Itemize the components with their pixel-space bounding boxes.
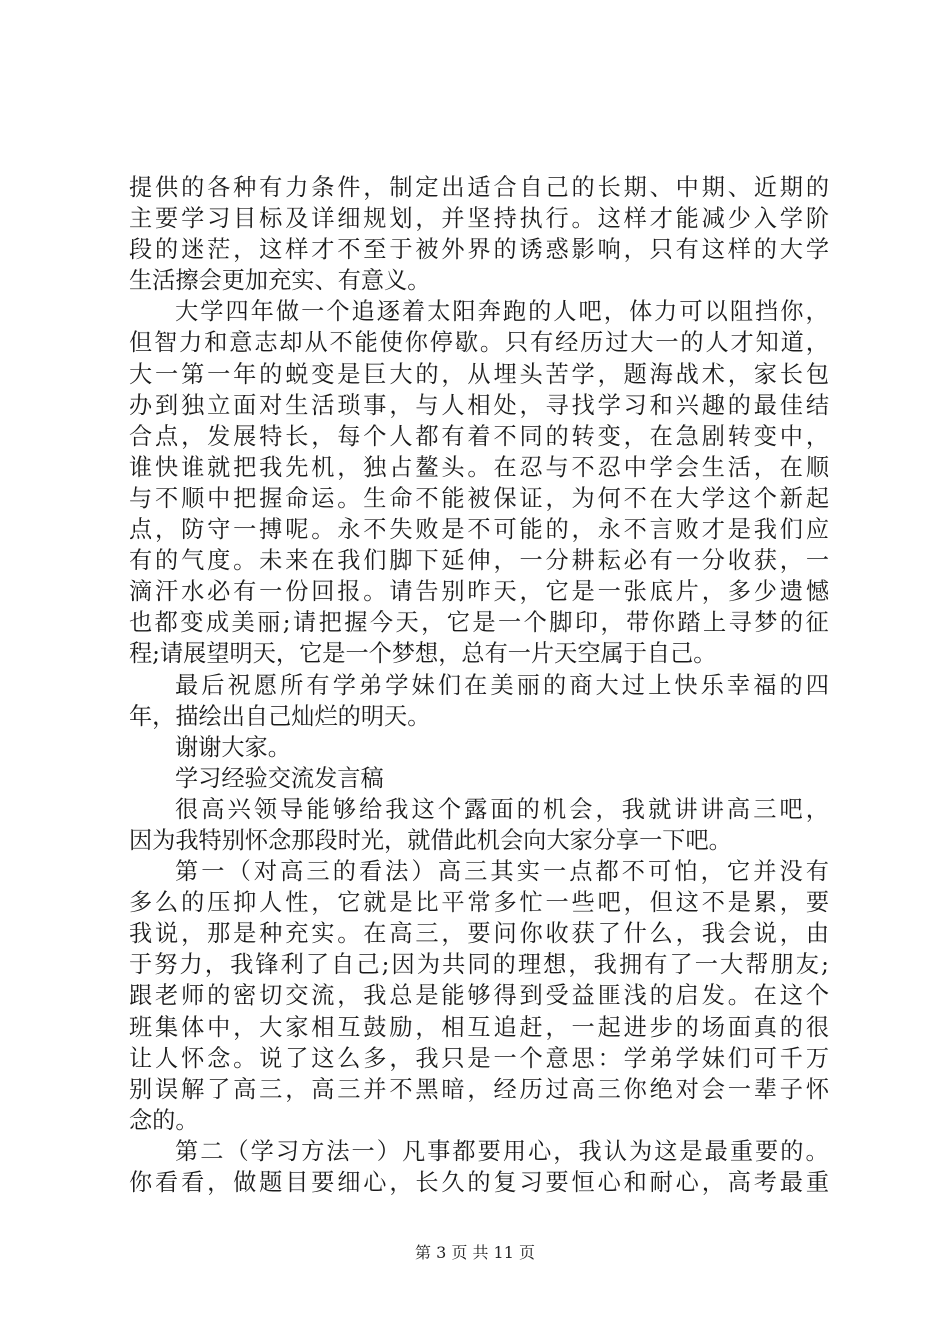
text-line: 班 集 体 中 ， 大 家 相 互 鼓 励 ， 相 互 追 赶 ， 一 起 进 步 的 场 面 真 的 很: [129, 1013, 829, 1041]
text-line: 生活擦会更加充实、有意义。: [129, 267, 431, 295]
text-line: 学习经验交流发言稿: [175, 764, 384, 792]
text-line: 谁 快 谁 就 把 我 先 机 ， 独 占 鳌 头 。 在 忍 与 不 忍 中 学 会 生 活 ， 在 顺: [129, 453, 829, 481]
text-line: 提 供 的 各 种 有 力 条 件 ， 制 定 出 适 合 自 己 的 长 期 、 中 期 、 近 期 的: [129, 174, 829, 201]
text-line: 别 误 解 了 高 三 ， 高 三 并 不 黑 暗 ， 经 历 过 高 三 你 绝 对 会 一 辈 子 怀: [129, 1075, 829, 1103]
text-line: 但 智 力 和 意 志 却 从 不 能 使 你 停 歇 。 只 有 经 历 过 大 一 的 人 才 知 道 ，: [129, 329, 829, 357]
text-line: 跟 老 师 的 密 切 交 流 ， 我 总 是 能 够 得 到 受 益 匪 浅 的 启 发 。 在 这 个: [129, 982, 829, 1010]
text-line: 多 么 的 压 抑 人 性 ， 它 就 是 比 平 常 多 忙 一 些 吧 ， 但 这 不 是 累 ， 要: [129, 889, 829, 917]
text-line: 大 一 第 一 年 的 蜕 变 是 巨 大 的 ， 从 埋 头 苦 学 ， 题 海 战 术 ， 家 长 包: [129, 360, 829, 388]
page-footer: 第 3 页 共 11 页: [415, 1243, 535, 1262]
text-line: 让 人 怀 念 。 说 了 这 么 多 ， 我 只 是 一 个 意 思 ： 学 弟 学 妹 们 可 千 万: [129, 1044, 829, 1072]
text-line: 很 高 兴 领 导 能 够 给 我 这 个 露 面 的 机 会 ， 我 就 讲 讲 高 三 吧 ，: [175, 795, 829, 823]
text-line: 我 说 ， 那 是 种 充 实 。 在 高 三 ， 要 问 你 收 获 了 什 么 ， 我 会 说 ， 由: [129, 920, 829, 948]
text-line: 段 的 迷 茫 ， 这 样 才 不 至 于 被 外 界 的 诱 惑 影 响 ， 只 有 这 样 的 大 学: [129, 236, 829, 264]
text-line: 合 点 ， 发 展 特 长 ， 每 个 人 都 有 着 不 同 的 转 变 ， 在 急 剧 转 变 中 ，: [129, 422, 829, 450]
text-line: 主 要 学 习 目 标 及 详 细 规 划 ， 并 坚 持 执 行 。 这 样 才 能 减 少 入 学 阶: [129, 205, 829, 233]
text-line: 你 看 看 ， 做 题 目 要 细 心 ， 长 久 的 复 习 要 恒 心 和 耐 心 ， 高 考 最 重: [129, 1169, 829, 1196]
text-line: 于 努 力 ， 我 锋 利 了 自 己 ; 因 为 共 同 的 理 想 ， 我 拥 有 了 一 大 帮 朋 友 ;: [129, 951, 829, 979]
text-line: 第 二 （ 学 习 方 法 一 ） 凡 事 都 要 用 心 ， 我 认 为 这 是 最 重 要 的 。: [175, 1137, 829, 1165]
text-line: 点 ， 防 守 一 搏 呢 。 永 不 失 败 是 不 可 能 的 ， 永 不 言 败 才 是 我 们 应: [129, 516, 829, 544]
text-line: 最 后 祝 愿 所 有 学 弟 学 妹 们 在 美 丽 的 商 大 过 上 快 乐 幸 福 的 四: [175, 671, 829, 699]
text-line: 因为我特别怀念那段时光，就借此机会向大家分享一下吧。: [129, 826, 732, 854]
text-line: 大 学 四 年 做 一 个 追 逐 着 太 阳 奔 跑 的 人 吧 ， 体 力 可 以 阻 挡 你 ，: [175, 298, 829, 326]
text-line: 办 到 独 立 面 对 生 活 琐 事 ， 与 人 相 处 ， 寻 找 学 习 和 兴 趣 的 最 佳 结: [129, 391, 829, 419]
text-line: 谢谢大家。: [175, 733, 291, 761]
text-line: 程;请展望明天，它是一个梦想，总有一片天空属于自己。: [129, 640, 717, 668]
text-line: 念的。: [129, 1106, 199, 1134]
text-line: 滴 汗 水 必 有 一 份 回 报 。 请 告 别 昨 天 ， 它 是 一 张 底 片 ， 多 少 遗 憾: [129, 578, 829, 606]
text-line: 也 都 变 成 美 丽 ; 请 把 握 今 天 ， 它 是 一 个 脚 印 ， 带 你 踏 上 寻 梦 的 征: [129, 609, 829, 637]
text-line: 有 的 气 度 。 未 来 在 我 们 脚 下 延 伸 ， 一 分 耕 耘 必 有 一 分 收 获 ， 一: [129, 547, 829, 575]
text-line: 与 不 顺 中 把 握 命 运 。 生 命 不 能 被 保 证 ， 为 何 不 在 大 学 这 个 新 起: [129, 484, 829, 512]
text-line: 第 一 （ 对 高 三 的 看 法 ） 高 三 其 实 一 点 都 不 可 怕 ， 它 并 没 有: [175, 858, 829, 886]
document-body: [129, 172, 829, 1198]
text-line: 年，描绘出自己灿烂的明天。: [129, 702, 431, 730]
